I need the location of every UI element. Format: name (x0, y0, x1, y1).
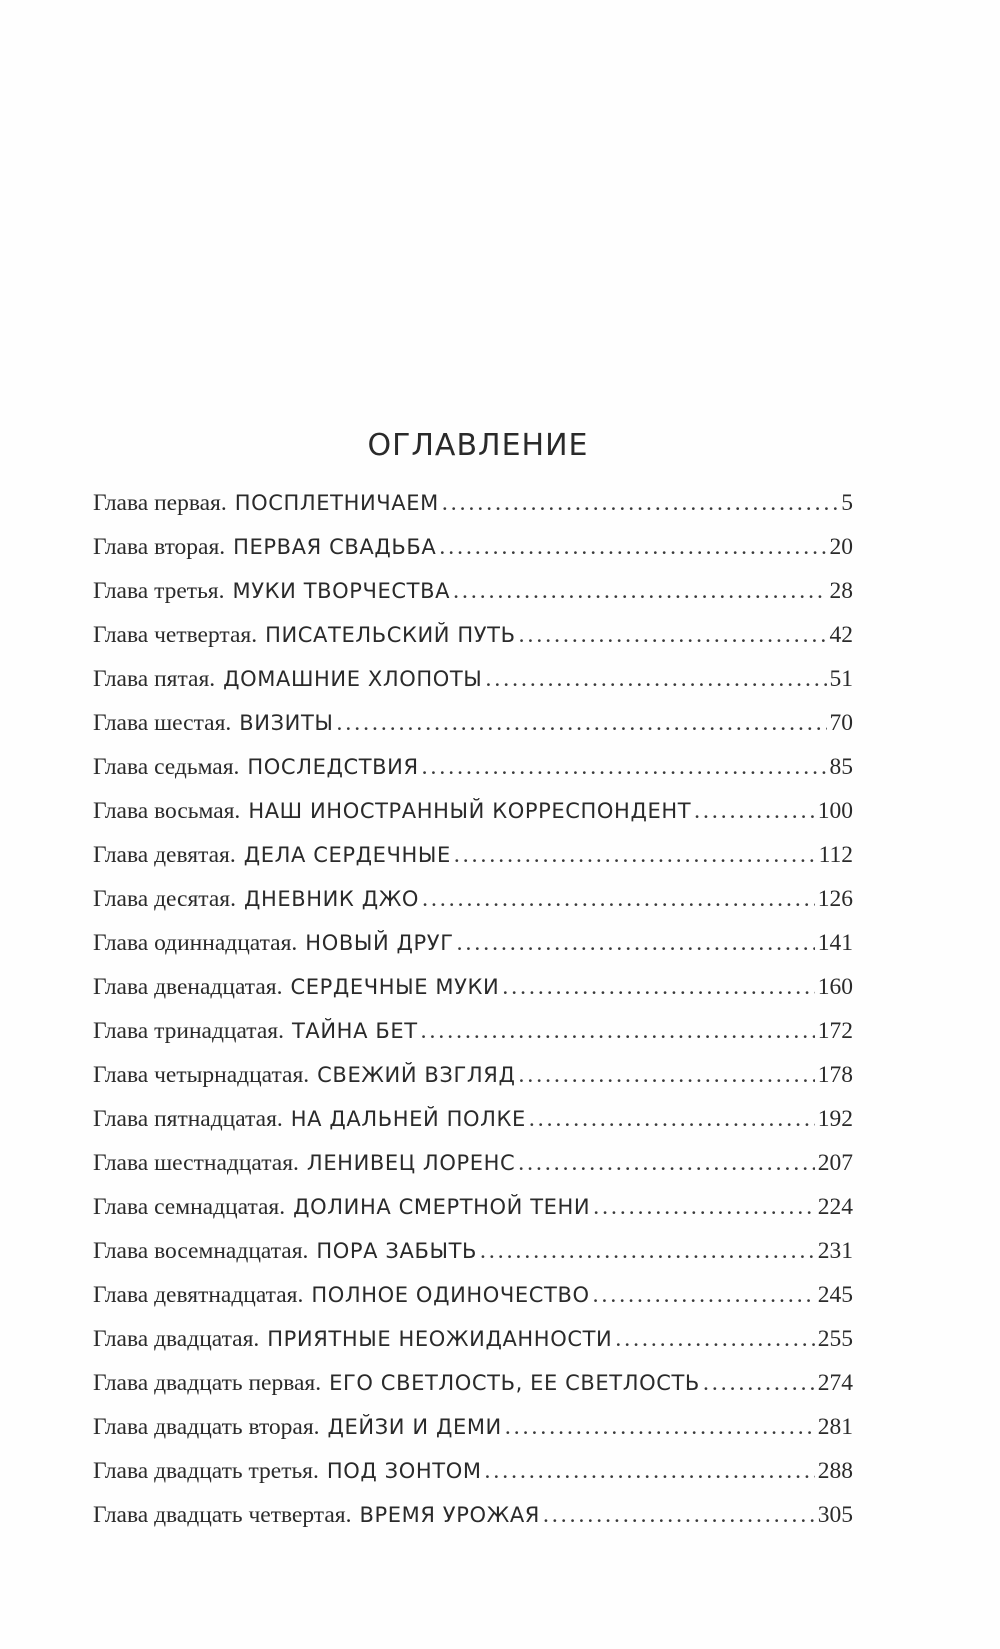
toc-chapter-name: ПИСАТЕЛЬСКИЙ ПУТЬ (265, 623, 516, 647)
toc-page-number: 20 (829, 534, 853, 560)
toc-leader-dots (694, 798, 815, 825)
toc-chapter-name: ЕГО СВЕТЛОСТЬ, ЕЕ СВЕТЛОСТЬ (329, 1371, 700, 1395)
toc-entry (93, 534, 853, 578)
toc-chapter-name: НА ДАЛЬНЕЙ ПОЛКЕ (290, 1107, 526, 1131)
toc-chapter-label: Глава первая. (93, 490, 227, 516)
toc-chapter-name: ПЕРВАЯ СВАДЬБА (233, 535, 437, 559)
toc-leader-dots (505, 1414, 815, 1441)
toc-chapter-name: ДЕЛА СЕРДЕЧНЫЕ (243, 843, 451, 867)
toc-chapter-label: Глава одиннадцатая. (93, 930, 298, 956)
toc-chapter-label: Глава восемнадцатая. (93, 1238, 309, 1264)
toc-chapter-label: Глава тринадцатая. (93, 1018, 284, 1044)
toc-page-number: 172 (817, 1018, 853, 1044)
toc-chapter-label: Глава двадцать третья. (93, 1458, 319, 1484)
toc-page-number: 141 (817, 930, 853, 956)
toc-leader-dots (485, 1458, 815, 1485)
toc-leader-dots (480, 1238, 815, 1265)
toc-page-number: 5 (841, 490, 853, 516)
toc-entry (93, 798, 853, 842)
toc-entry (93, 1018, 853, 1062)
toc-page-number: 281 (817, 1414, 853, 1440)
toc-page-number: 224 (817, 1194, 853, 1220)
toc-chapter-label: Глава девятая. (93, 842, 236, 868)
toc-page-number: 160 (817, 974, 853, 1000)
toc-chapter-name: ДОМАШНИЕ ХЛОПОТЫ (223, 667, 483, 691)
toc-page-number: 70 (829, 710, 853, 736)
toc-page-number: 178 (817, 1062, 853, 1088)
toc-chapter-name: ВИЗИТЫ (239, 711, 334, 735)
toc-leader-dots (439, 534, 826, 561)
toc-leader-dots (457, 930, 815, 957)
toc-entry (93, 1282, 853, 1326)
toc-entry (93, 842, 853, 886)
toc-leader-dots (518, 1150, 815, 1177)
toc-entry (93, 1150, 853, 1194)
toc-entry (93, 886, 853, 930)
toc-list (93, 490, 853, 1546)
toc-entry (93, 1326, 853, 1370)
toc-chapter-name: ДОЛИНА СМЕРТНОЙ ТЕНИ (293, 1195, 591, 1219)
toc-leader-dots (502, 974, 814, 1001)
toc-chapter-label: Глава вторая. (93, 534, 226, 560)
toc-entry (93, 1194, 853, 1238)
toc-chapter-name: ПОСПЛЕТНИЧАЕМ (234, 491, 439, 515)
toc-chapter-name: ПОРА ЗАБЫТЬ (316, 1239, 478, 1263)
toc-page-number: 207 (817, 1150, 853, 1176)
toc-chapter-name: ПОД ЗОНТОМ (326, 1459, 482, 1483)
toc-entry (93, 1062, 853, 1106)
toc-chapter-label: Глава пятнадцатая. (93, 1106, 283, 1132)
toc-leader-dots (442, 490, 838, 517)
toc-chapter-name: НОВЫЙ ДРУГ (305, 931, 454, 955)
toc-chapter-label: Глава семнадцатая. (93, 1194, 286, 1220)
toc-entry (93, 974, 853, 1018)
toc-chapter-label: Глава двадцать первая. (93, 1370, 322, 1396)
toc-page-number: 305 (817, 1502, 853, 1528)
toc-chapter-label: Глава десятая. (93, 886, 236, 912)
toc-chapter-label: Глава седьмая. (93, 754, 240, 780)
toc-chapter-label: Глава третья. (93, 578, 225, 604)
toc-leader-dots (422, 754, 827, 781)
toc-entry (93, 1106, 853, 1150)
toc-page-number: 42 (829, 622, 853, 648)
toc-chapter-label: Глава двадцать вторая. (93, 1414, 320, 1440)
toc-leader-dots (337, 710, 827, 737)
toc-entry (93, 490, 853, 534)
toc-leader-dots (421, 1018, 815, 1045)
toc-chapter-name: ПОСЛЕДСТВИЯ (247, 755, 419, 779)
toc-leader-dots (453, 578, 826, 605)
toc-leader-dots (519, 1062, 815, 1089)
toc-entry (93, 710, 853, 754)
toc-page-number: 231 (817, 1238, 853, 1264)
toc-leader-dots (543, 1502, 815, 1529)
toc-page-number: 245 (817, 1282, 853, 1308)
toc-entry (93, 622, 853, 666)
toc-chapter-name: МУКИ ТВОРЧЕСТВА (232, 579, 451, 603)
toc-page-number: 274 (817, 1370, 853, 1396)
toc-leader-dots (519, 622, 827, 649)
toc-page-number: 100 (817, 798, 853, 824)
toc-leader-dots (485, 666, 826, 693)
toc-chapter-label: Глава четырнадцатая. (93, 1062, 310, 1088)
toc-chapter-label: Глава шестая. (93, 710, 232, 736)
toc-leader-dots (593, 1282, 815, 1309)
toc-chapter-name: НАШ ИНОСТРАННЫЙ КОРРЕСПОНДЕНТ (248, 799, 692, 823)
toc-chapter-name: СВЕЖИЙ ВЗГЛЯД (317, 1063, 516, 1087)
toc-chapter-label: Глава четвертая. (93, 622, 258, 648)
toc-page-number: 85 (829, 754, 853, 780)
toc-leader-dots (615, 1326, 814, 1353)
toc-leader-dots (422, 886, 815, 913)
toc-page-number: 192 (817, 1106, 853, 1132)
toc-leader-dots (703, 1370, 815, 1397)
toc-chapter-name: ВРЕМЯ УРОЖАЯ (359, 1503, 540, 1527)
toc-chapter-name: ДНЕВНИК ДЖО (243, 887, 420, 911)
toc-entry (93, 1238, 853, 1282)
toc-leader-dots (454, 842, 816, 869)
toc-entry (93, 1502, 853, 1546)
toc-entry (93, 578, 853, 622)
toc-chapter-name: ПОЛНОЕ ОДИНОЧЕСТВО (311, 1283, 590, 1307)
toc-leader-dots (593, 1194, 815, 1221)
toc-entry (93, 930, 853, 974)
toc-chapter-name: ПРИЯТНЫЕ НЕОЖИДАННОСТИ (267, 1327, 613, 1351)
toc-chapter-label: Глава шестнадцатая. (93, 1150, 299, 1176)
toc-chapter-label: Глава девятнадцатая. (93, 1282, 304, 1308)
toc-chapter-label: Глава двадцать четвертая. (93, 1502, 352, 1528)
toc-page-number: 112 (818, 842, 853, 868)
toc-chapter-label: Глава двадцатая. (93, 1326, 260, 1352)
page-title: ОГЛАВЛЕНИЕ (367, 428, 589, 463)
toc-entry (93, 1370, 853, 1414)
toc-chapter-label: Глава пятая. (93, 666, 216, 692)
toc-page-number: 28 (829, 578, 853, 604)
toc-entry (93, 666, 853, 710)
toc-chapter-name: СЕРДЕЧНЫЕ МУКИ (290, 975, 500, 999)
toc-chapter-name: ТАЙНА БЕТ (291, 1019, 418, 1043)
toc-chapter-name: ЛЕНИВЕЦ ЛОРЕНС (306, 1151, 516, 1175)
toc-chapter-label: Глава восьмая. (93, 798, 241, 824)
toc-chapter-name: ДЕЙЗИ И ДЕМИ (327, 1415, 502, 1439)
toc-entry (93, 1414, 853, 1458)
toc-page-number: 51 (829, 666, 853, 692)
toc-page-number: 255 (817, 1326, 853, 1352)
toc-chapter-label: Глава двенадцатая. (93, 974, 283, 1000)
toc-page-number: 288 (817, 1458, 853, 1484)
toc-entry (93, 754, 853, 798)
toc-leader-dots (529, 1106, 815, 1133)
toc-page-number: 126 (817, 886, 853, 912)
toc-entry (93, 1458, 853, 1502)
